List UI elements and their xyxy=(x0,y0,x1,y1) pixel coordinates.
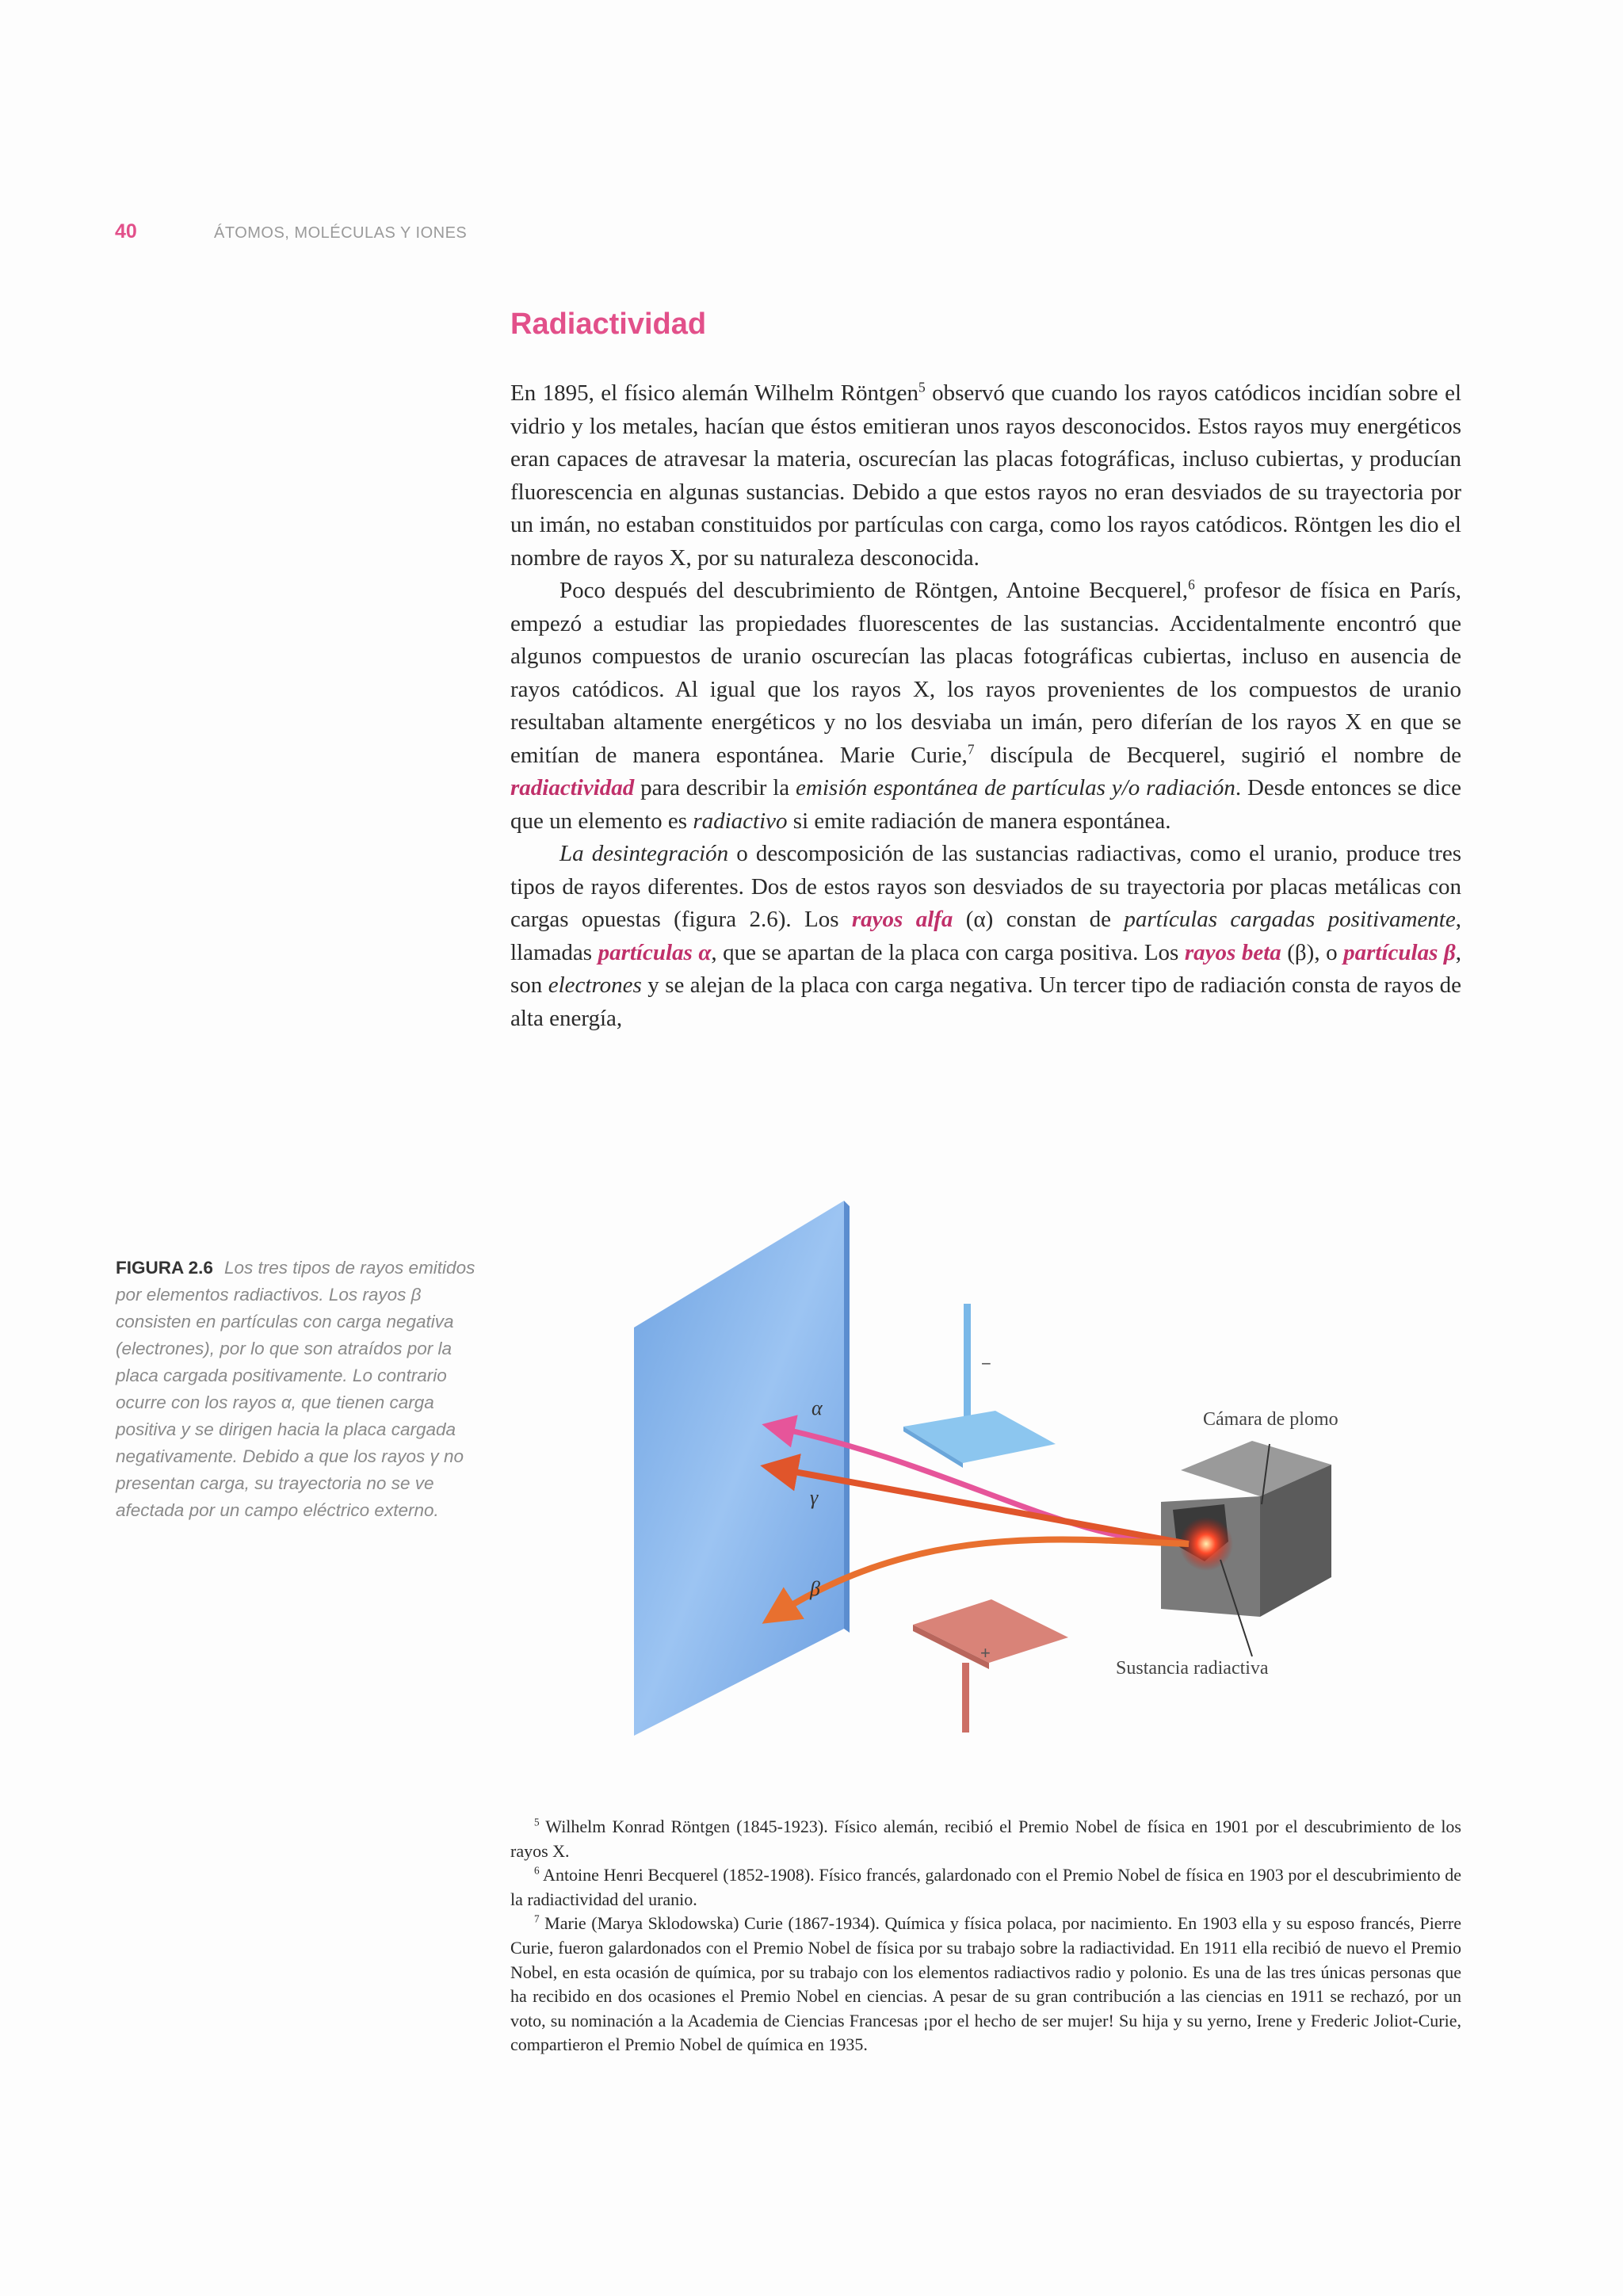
footnotes xyxy=(510,1815,1461,2057)
key-term-particulas-alfa: partículas α xyxy=(598,939,712,965)
paragraph-1: En 1895, el físico alemán Wilhelm Röntgen$^5$ observó que cuando los rayos catódicos incidían sobre el vidrio y los metales, hacían que éstos emitieran unos rayos desconocidos. Estos rayos muy energéticos eran capaces de atravesar la materia, oscurecían las placas fotográficas, incluso cubiertas, y producían fluorescencia en algunas sustancias. Debido a que estos rayos no eran desviados de su trayectoria por un imán, no estaban constituidos por partículas con carga, como los rayos catódicos. Röntgen les dio el nombre de rayos X, por su naturaleza desconocida. xyxy=(510,379,1461,571)
radiation-diagram xyxy=(618,1189,1411,1759)
footnote-ref-7: 7 xyxy=(967,740,975,757)
negative-plate-rod xyxy=(964,1304,971,1423)
body-text xyxy=(510,377,1461,1035)
negative-sign: − xyxy=(981,1354,991,1373)
footnote-7: $^7$ Marie (Marya Sklodowska) Curie (1867-1934). Química y física polaca, por nacimiento. En 1903 ella y su esposo francés, Pierre Curie, fueron galardonados con el Premio Nobel de física por su trabajo sobre la radiactividad. En 1911 ella recibió de nuevo el Premio Nobel, en esta ocasión de química, por su trabajo con los elementos radiactivos radio y polonio. Es una de las tres únicas personas que ha recibido en dos ocasiones el Premio Nobel en ciencias. A pesar de su gran contribución a las ciencias en 1911 se rechazó, por un voto, su nominación a la Academia de Ciencias Francesas ¡por el hecho de ser mujer! Su hija y su yerno, Irene y Frederic Joliot-Curie, compartieron el Premio Nobel de química en 1935. xyxy=(510,1913,1461,2055)
figure-label: FIGURA 2.6 xyxy=(116,1258,213,1278)
running-head: ÁTOMOS, MOLÉCULAS Y IONES xyxy=(214,224,468,242)
footnote-ref-5: 5 xyxy=(918,379,926,395)
lead-chamber-label: Cámara de plomo xyxy=(1203,1409,1338,1430)
figure-2-6 xyxy=(618,1189,1411,1759)
positive-plate xyxy=(913,1599,1068,1663)
beta-label: β xyxy=(810,1577,820,1600)
key-term-radiactividad: radiactividad xyxy=(510,775,635,800)
negative-plate xyxy=(903,1411,1056,1463)
footnote-6: $^6$ Antoine Henri Becquerel (1852-1908). Físico francés, galardonado con el Premio Nobel de física en 1903 por el descubrimiento de la radiactividad del uranio. xyxy=(510,1864,1461,1909)
key-term-rayos-alfa: rayos alfa xyxy=(851,907,953,932)
positive-plate-rod xyxy=(962,1663,969,1733)
alpha-label: α xyxy=(812,1396,823,1419)
page-header xyxy=(115,220,467,243)
footnote-5: $^5$ Wilhelm Konrad Röntgen (1845-1923). Físico alemán, recibió el Premio Nobel de física en 1901 por el descubrimiento de los rayos X. xyxy=(510,1816,1461,1861)
positive-sign: + xyxy=(980,1643,991,1663)
key-term-particulas-beta: partículas β xyxy=(1343,939,1456,965)
gamma-label: γ xyxy=(810,1486,819,1509)
figure-caption-text: Los tres tipos de rayos emitidos por elementos radiactivos. Los rayos β consisten en partículas con carga negativa (electrones), por lo que son atraídos por la placa cargada positivamente. Lo contrario ocurre con los rayos α, que tienen carga positiva y se dirigen hacia la placa cargada negativamente. Debido a que los rayos γ no presentan carga, su trayectoria no se ve afectada por un campo eléctrico externo. xyxy=(116,1258,475,1520)
key-term-rayos-beta: rayos beta xyxy=(1184,939,1281,965)
detection-screen xyxy=(634,1201,844,1736)
paragraph-3: La desintegración o descomposición de las sustancias radiactivas, como el uranio, produce tres tipos de rayos diferentes. Dos de estos rayos son desviados de su trayectoria por placas metálicas con cargas opuestas (figura 2.6). Los rayos alfa (α) constan de partículas cargadas positivamente, llamadas partículas α, que se apartan de la placa con carga positiva. Los rayos beta (β), o partículas β, son electrones y se alejan de la placa con carga negativa. Un tercer tipo de radiación consta de rayos de alta energía, xyxy=(510,841,1461,1031)
figure-caption xyxy=(116,1255,480,1524)
section-title: Radiactividad xyxy=(510,308,707,341)
paragraph-2: Poco después del descubrimiento de Röntgen, Antoine Becquerel,$^6$ profesor de física en París, empezó a estudiar las propiedades fluorescentes de las sustancias. Accidentalmente encontró que algunos compuestos de uranio oscurecían las placas fotográficas cubiertas, incluso en ausencia de rayos catódicos. Al igual que los rayos X, los rayos provenientes de los compuestos de uranio resultaban altamente energéticos y no los desviaba un imán, pero diferían de los rayos X en que se emitían de manera espontánea. Marie Curie,$^7$ discípula de Becquerel, sugirió el nombre de radiactividad para describir la emisión espontánea de partículas y/o radiación. Desde entonces se dice que un elemento es radiactivo si emite radiación de manera espontánea. xyxy=(510,576,1461,834)
footnote-ref-6: 6 xyxy=(1188,576,1195,593)
radioactive-substance-label: Sustancia radiactiva xyxy=(1116,1658,1269,1679)
page-number: 40 xyxy=(115,220,137,243)
